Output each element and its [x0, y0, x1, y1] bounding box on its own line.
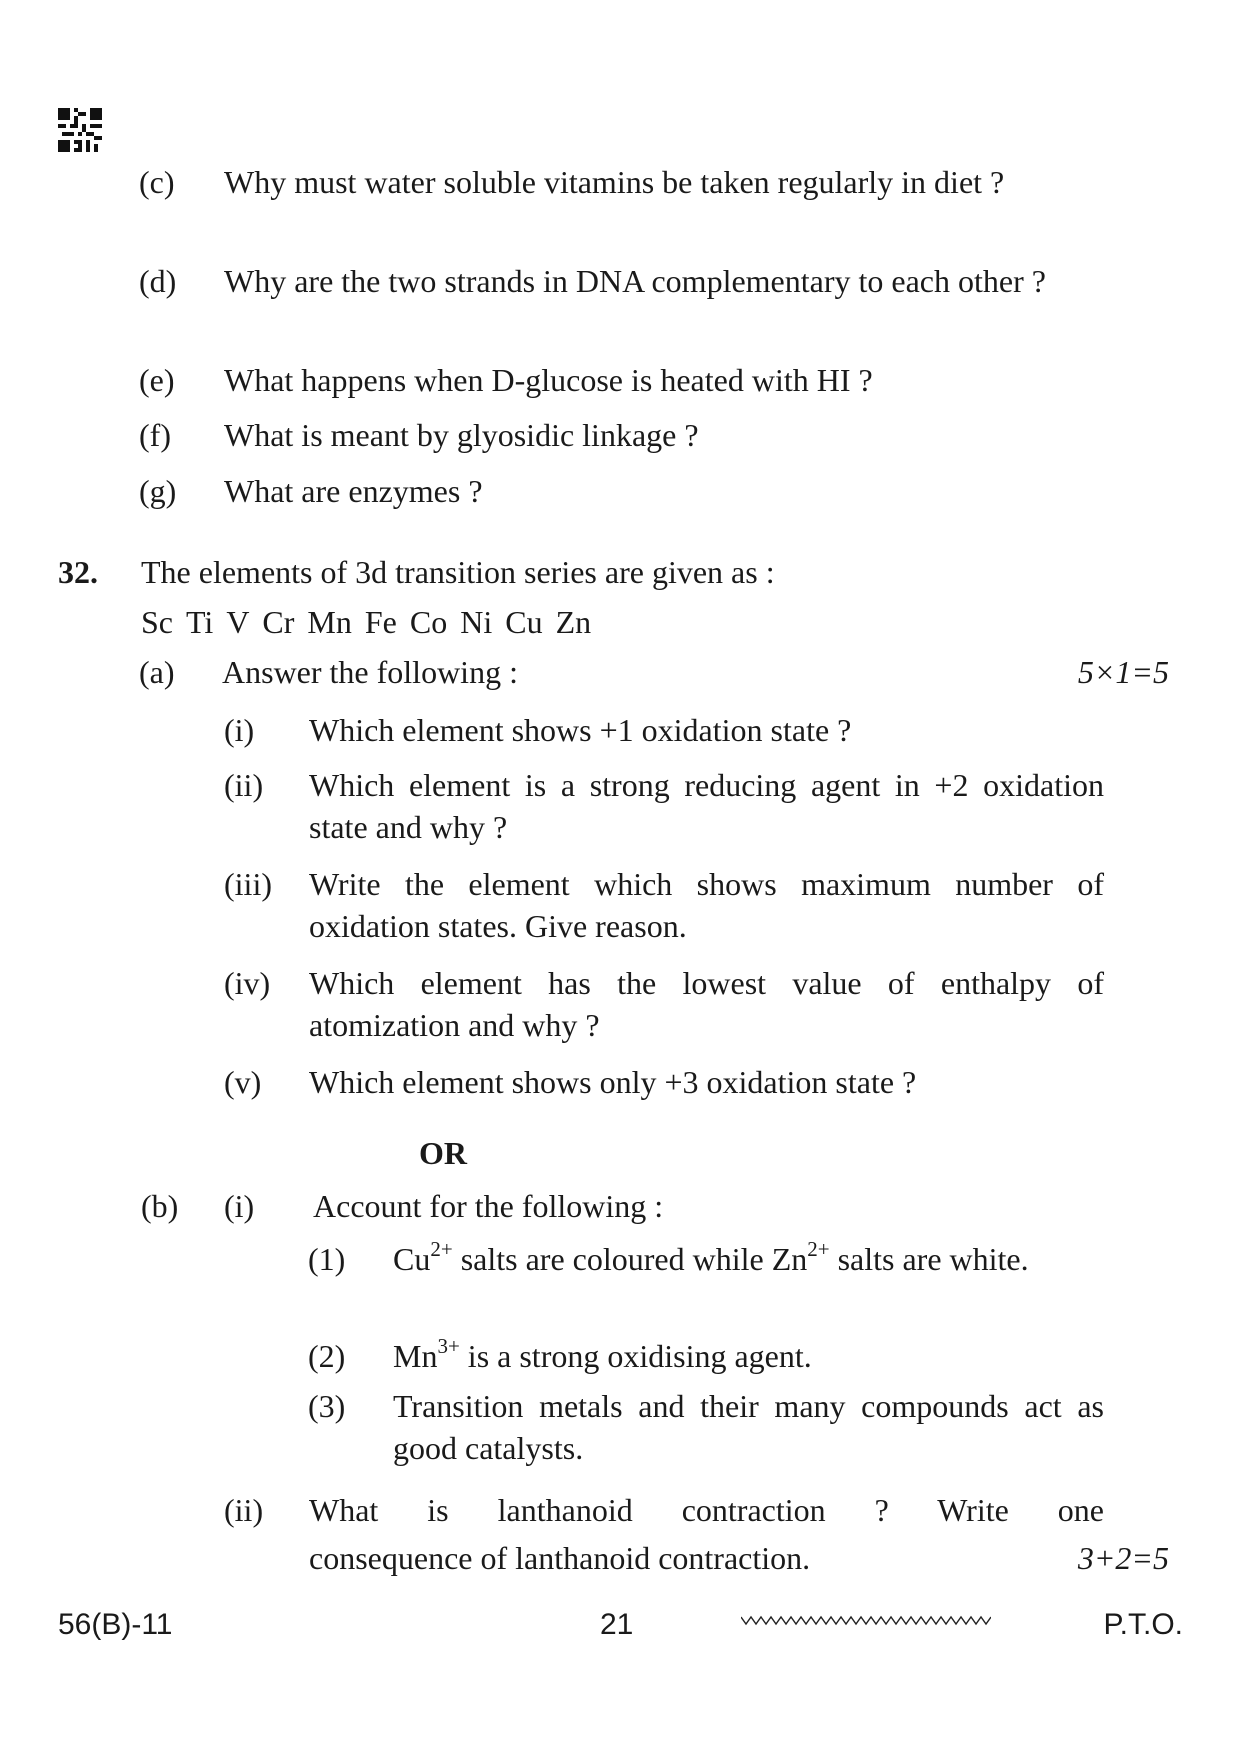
element-symbol: Mn	[307, 604, 352, 640]
q32-intro: The elements of 3d transition series are given as :	[141, 554, 775, 590]
q32-b-label: (b)	[141, 1188, 179, 1224]
q32-element-list	[141, 601, 604, 643]
q32-a-i-text: Which element shows +1 oxidation state ?	[309, 712, 852, 748]
q32-b-i-3-text: Transition metals and their many compounds act as good catalysts.	[393, 1388, 1104, 1466]
q32-b-i-label: (i)	[224, 1188, 255, 1224]
please-turn-over: P.T.O.	[1103, 1608, 1183, 1641]
q32-a-iv-text: Which element has the lowest value of enthalpy of atomization and why ?	[309, 965, 1104, 1043]
element-symbol: Fe	[364, 604, 397, 640]
zn-charge: 2+	[807, 1237, 830, 1262]
q31-g-label: (g)	[139, 473, 177, 509]
q32-number: 32.	[58, 554, 98, 590]
q32-a-label: (a)	[139, 654, 175, 690]
q31-d-text: Why are the two strands in DNA complementary to each other ?	[224, 263, 1046, 299]
q32-b-i-text: Account for the following :	[313, 1188, 664, 1224]
element-symbol: Cu	[505, 604, 543, 640]
q32-a-text: Answer the following :	[222, 654, 518, 690]
element-symbol: Ti	[186, 604, 214, 640]
mn-charge: 3+	[437, 1334, 460, 1359]
q32-a-ii-label: (ii)	[224, 767, 264, 803]
q32-a-iii-text: Write the element which shows maximum number of oxidation states. Give reason.	[309, 866, 1104, 944]
q32-a-iv-label: (iv)	[224, 965, 271, 1001]
q32-b-i-1-text	[393, 1238, 1104, 1280]
q31-e-text: What happens when D-glucose is heated with HI ?	[224, 362, 873, 398]
q32-b-ii-line2: consequence of lanthanoid contraction.	[309, 1540, 811, 1576]
mn-symbol: Mn	[393, 1338, 438, 1374]
b1-end-text: salts are white.	[829, 1241, 1029, 1277]
b2-end-text: is a strong oxidising agent.	[459, 1338, 812, 1374]
q32-a-v-text: Which element shows only +3 oxidation state ?	[309, 1064, 917, 1100]
q31-c-label: (c)	[139, 164, 175, 200]
q32-a-marks: 5×1=5	[1077, 654, 1169, 690]
q31-e-label: (e)	[139, 362, 175, 398]
q31-g-text: What are enzymes ?	[224, 473, 483, 509]
cu-charge: 2+	[430, 1237, 453, 1262]
q32-b-i-2-label: (2)	[308, 1338, 346, 1374]
zn-symbol: Zn	[771, 1241, 808, 1277]
or-separator: OR	[419, 1135, 467, 1171]
element-symbol: Ni	[460, 604, 493, 640]
q32-b-i-2-text	[393, 1335, 812, 1377]
element-symbol: V	[226, 604, 250, 640]
q32-b-ii-label: (ii)	[224, 1492, 264, 1528]
q31-c-text: Why must water soluble vitamins be taken regularly in diet ?	[224, 164, 1005, 200]
b1-middle-text: salts are coloured while	[452, 1241, 772, 1277]
q31-d-label: (d)	[139, 263, 177, 299]
q32-b-i-3-label: (3)	[308, 1388, 346, 1424]
q32-a-v-label: (v)	[224, 1064, 262, 1100]
wavy-line-icon	[741, 1613, 991, 1627]
element-symbol: Sc	[141, 604, 173, 640]
q32-a-iii-label: (iii)	[224, 866, 272, 902]
q32-a-i-label: (i)	[224, 712, 255, 748]
paper-code: 56(B)-11	[58, 1608, 173, 1641]
element-symbol: Zn	[555, 604, 592, 640]
q31-f-label: (f)	[139, 417, 171, 453]
cu-symbol: Cu	[393, 1241, 431, 1277]
q32-b-ii-marks: 3+2=5	[1077, 1540, 1169, 1576]
page-number: 21	[600, 1608, 634, 1641]
element-symbol: Co	[409, 604, 448, 640]
element-symbol: Cr	[262, 604, 295, 640]
qr-code-icon	[58, 108, 102, 152]
q32-b-i-1-label: (1)	[308, 1241, 346, 1277]
q32-b-ii-line1: What is lanthanoid contraction ? Write one	[309, 1492, 1104, 1528]
q32-a-ii-text: Which element is a strong reducing agent in +2 oxidation state and why ?	[309, 767, 1104, 845]
q31-f-text: What is meant by glyosidic linkage ?	[224, 417, 699, 453]
